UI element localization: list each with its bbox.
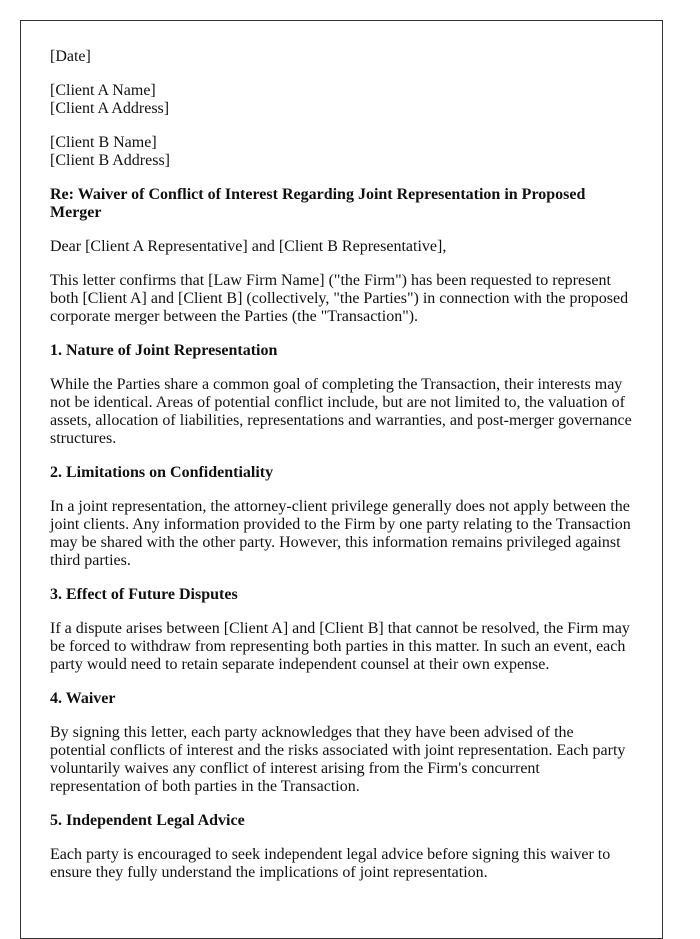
salutation: Dear [Client A Representative] and [Client B Representative], — [50, 238, 447, 255]
section-heading: 3. Effect of Future Disputes — [50, 586, 238, 603]
subject-line: Re: Waiver of Conflict of Interest Regarding Joint Representation in Proposed Merger — [50, 186, 586, 221]
section-heading: 2. Limitations on Confidentiality — [50, 464, 274, 481]
client-a-name: [Client A Name] — [50, 82, 156, 99]
letter-date: [Date] — [50, 48, 91, 65]
intro-paragraph: This letter confirms that [Law Firm Name] ("the Firm") has been requested to represent both [Client A] and [Client B] (collectively, "the Parties") in connection with the proposed corporate merger between the Parties (the "Transaction"). — [50, 272, 629, 325]
waiver-letter — [20, 20, 663, 939]
section-body: While the Parties share a common goal of completing the Transaction, their interests may not be identical. Areas of potential conflict include, but are not limited to, the valuation of assets, allocation of liabilities, representations and warranties, and post-merger governance structures. — [50, 376, 632, 447]
section-heading: 5. Independent Legal Advice — [50, 812, 245, 829]
section-waiver — [50, 690, 633, 796]
section-heading: 4. Waiver — [50, 690, 116, 707]
client-a-address: [Client A Address] — [50, 100, 170, 117]
section-limitations-on-confidentiality — [50, 464, 633, 570]
section-independent-legal-advice — [50, 812, 633, 882]
recipient-client-b — [50, 134, 633, 170]
section-nature-of-joint-representation — [50, 342, 633, 448]
section-body: By signing this letter, each party acknowledges that they have been advised of the potential conflicts of interest and the risks associated with joint representation. Each party voluntarily waives any conflict of interest arising from the Firm's concurrent representation of both parties in the Transaction. — [50, 724, 626, 795]
section-body: If a dispute arises between [Client A] and [Client B] that cannot be resolved, the Firm may be forced to withdraw from representing both parties in this matter. In such an event, each party would need to retain separate independent counsel at their own expense. — [50, 620, 630, 673]
section-heading: 1. Nature of Joint Representation — [50, 342, 278, 359]
section-effect-of-future-disputes — [50, 586, 633, 674]
section-body: Each party is encouraged to seek independent legal advice before signing this waiver to ensure they fully understand the implications of joint representation. — [50, 846, 611, 881]
client-b-name: [Client B Name] — [50, 134, 157, 151]
recipient-client-a — [50, 82, 633, 118]
section-body: In a joint representation, the attorney-client privilege generally does not apply between the joint clients. Any information provided to the Firm by one party relating to the Transaction may be shared with the other party. However, this information remains privileged against third parties. — [50, 498, 631, 569]
client-b-address: [Client B Address] — [50, 152, 170, 169]
